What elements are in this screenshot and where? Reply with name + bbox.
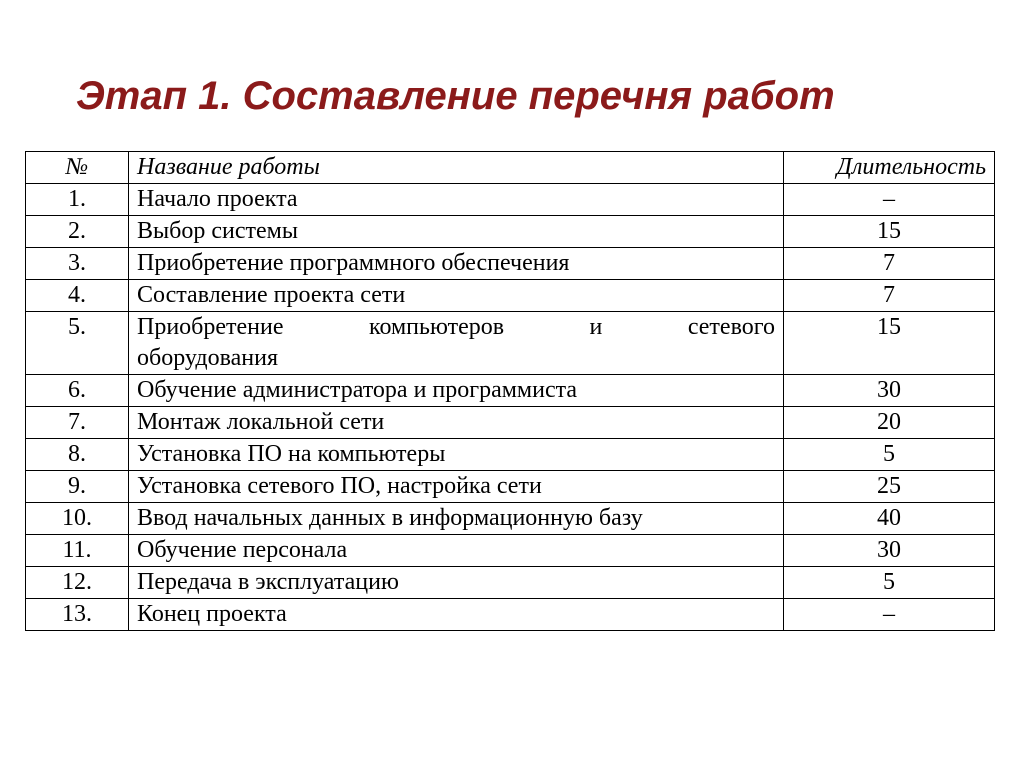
table-row xyxy=(26,216,995,248)
row-name-word: сетевого xyxy=(687,314,775,340)
row-num: 7. xyxy=(26,407,129,439)
row-name: Установка сетевого ПО, настройка сети xyxy=(129,471,784,503)
row-name: Выбор системы xyxy=(129,216,784,248)
row-duration: 5 xyxy=(784,567,995,599)
row-name-word: и xyxy=(589,314,603,340)
row-num: 10. xyxy=(26,503,129,535)
table-row xyxy=(26,535,995,567)
table-row xyxy=(26,407,995,439)
row-duration: 40 xyxy=(784,503,995,535)
row-num: 1. xyxy=(26,184,129,216)
table-row xyxy=(26,471,995,503)
table-row xyxy=(26,184,995,216)
row-num: 8. xyxy=(26,439,129,471)
row-duration: 30 xyxy=(784,535,995,567)
row-duration: 20 xyxy=(784,407,995,439)
row-num: 5. xyxy=(26,312,129,375)
row-duration: 15 xyxy=(784,216,995,248)
header-name: Название работы xyxy=(129,152,784,184)
row-num: 2. xyxy=(26,216,129,248)
table-row xyxy=(26,439,995,471)
row-name xyxy=(129,312,784,375)
table-row xyxy=(26,503,995,535)
header-duration: Длительность xyxy=(784,152,995,184)
page-title: Этап 1. Составление перечня работ xyxy=(76,74,835,118)
row-num: 3. xyxy=(26,248,129,280)
table-row xyxy=(26,599,995,631)
table-row xyxy=(26,280,995,312)
row-num: 12. xyxy=(26,567,129,599)
row-name: Составление проекта сети xyxy=(129,280,784,312)
table-row xyxy=(26,567,995,599)
row-name: Передача в эксплуатацию xyxy=(129,567,784,599)
row-name: Начало проекта xyxy=(129,184,784,216)
row-duration: 7 xyxy=(784,248,995,280)
works-table xyxy=(25,151,995,631)
row-name-word: компьютеров xyxy=(369,314,505,340)
row-duration: – xyxy=(784,599,995,631)
row-name-line2: оборудования xyxy=(137,345,278,371)
row-name: Обучение персонала xyxy=(129,535,784,567)
row-duration: 5 xyxy=(784,439,995,471)
row-name-line1 xyxy=(137,312,775,343)
table-header-row xyxy=(26,152,995,184)
row-name: Конец проекта xyxy=(129,599,784,631)
row-num: 11. xyxy=(26,535,129,567)
header-num: № xyxy=(26,152,129,184)
table-row xyxy=(26,375,995,407)
row-num: 9. xyxy=(26,471,129,503)
row-duration: – xyxy=(784,184,995,216)
row-name-word: Приобретение xyxy=(137,314,284,340)
row-num: 4. xyxy=(26,280,129,312)
row-name: Ввод начальных данных в информационную базу xyxy=(129,503,784,535)
row-name: Приобретение программного обеспечения xyxy=(129,248,784,280)
row-name: Установка ПО на компьютеры xyxy=(129,439,784,471)
row-duration: 25 xyxy=(784,471,995,503)
table-row xyxy=(26,312,995,375)
table-row xyxy=(26,248,995,280)
row-num: 6. xyxy=(26,375,129,407)
row-num: 13. xyxy=(26,599,129,631)
row-duration: 7 xyxy=(784,280,995,312)
row-name: Обучение администратора и программиста xyxy=(129,375,784,407)
row-duration: 30 xyxy=(784,375,995,407)
row-duration: 15 xyxy=(784,312,995,375)
row-name: Монтаж локальной сети xyxy=(129,407,784,439)
